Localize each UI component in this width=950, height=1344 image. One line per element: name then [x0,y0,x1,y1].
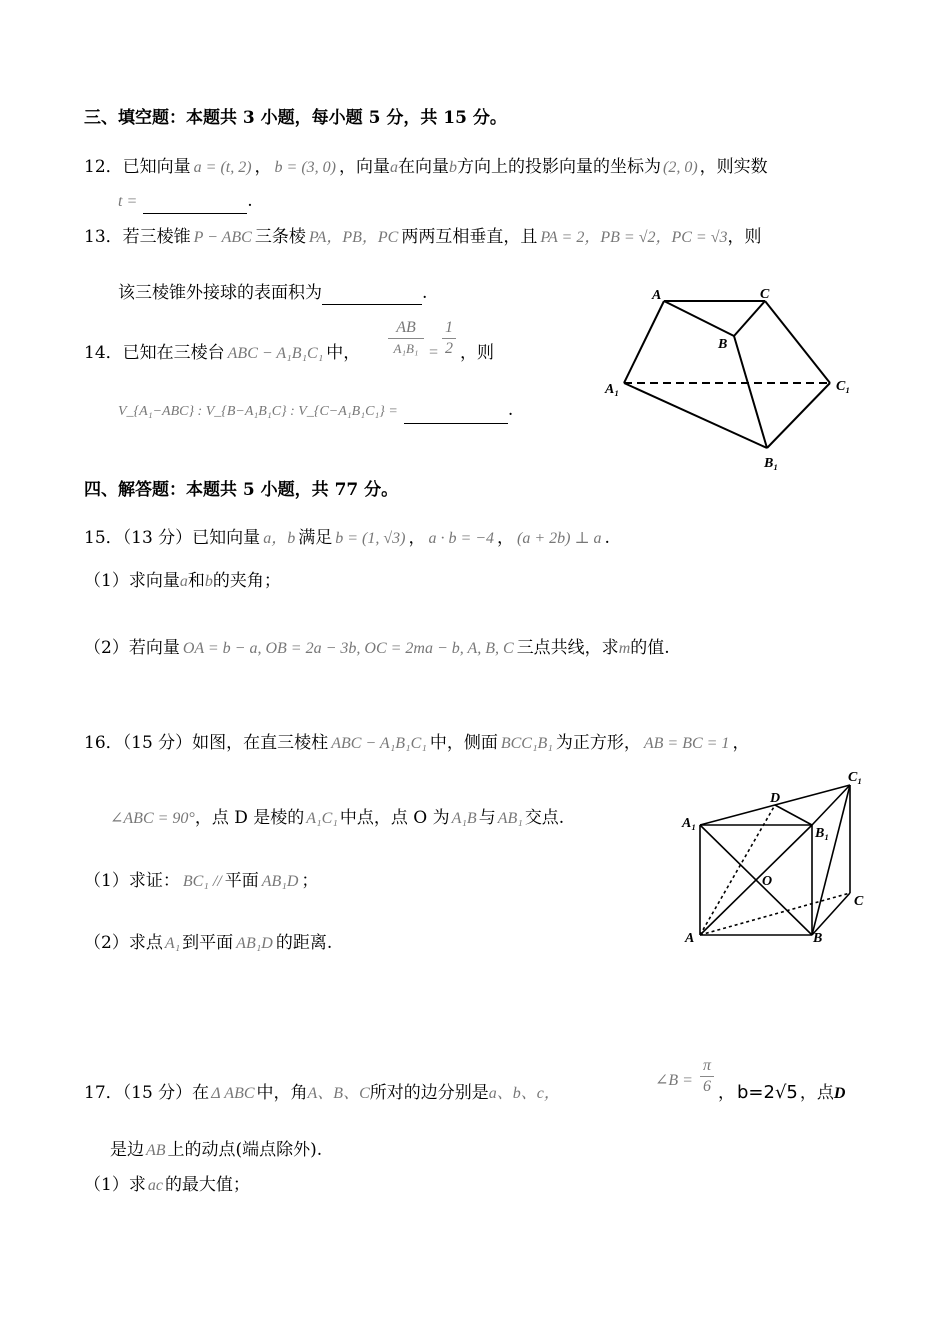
q13-line2: 该三棱锥外接球的表面积为 . [118,283,428,303]
label-C1: C₁ [848,770,863,785]
q13-line1: 13．若三棱锥 P − ABC 三条棱 PA，PB，PC 两两互相垂直，且 PA = 2，PB = √2，PC = √3，则 [84,227,762,247]
diag-bc1 [812,785,850,935]
q14-answer-blank [404,405,508,424]
edge-a1b1 [624,383,767,448]
edge-b1c1 [767,383,830,448]
seg-b1d [775,805,812,825]
q14-fraction-ab: AB A₁B₁ [388,318,424,359]
q17-b-value: b=2√5 [737,1082,798,1103]
edge-cc1 [765,301,830,383]
label-D: D [770,791,781,806]
q17-number: 17． [84,1083,123,1103]
label-B: B [813,931,823,946]
q17-line2: 是边 AB 上的动点(端点除外). [110,1140,323,1160]
edge-ab [664,301,734,336]
q14-number: 14． [84,343,123,363]
q16-part2: （2）求点 A₁ 到平面 AB₁D 的距离. [84,933,333,953]
q15-part2: （2）若向量 OA = b − a, OB = 2a − 3b, OC = 2ma − b, A, B, C 三点共线，求m的值. [84,638,670,658]
edge-bb1 [734,336,767,448]
label-O: O [762,874,773,889]
q12-coord: (2, 0) [663,159,698,176]
q15-line1: 15．（13 分）已知向量 a，b 满足 b = (1, √3) ， a · b = −4 ， (a + 2b) ⊥ a . [84,528,610,548]
label-C: C [854,894,864,909]
q16-number: 16． [84,733,123,753]
frustum-figure [600,280,870,475]
q14-line1: 14．已知在三棱台 ABC − A₁B₁C₁ 中， [84,343,361,363]
section-3-title: 三、填空题：本题共 3 小题，每小题 5 分，共 15 分。 [84,108,507,128]
q17-fraction-pi6: π 6 [700,1056,714,1097]
q16-line2: ∠ABC = 90°，点 D 是棱的 A₁C₁ 中点，点 O 为 A₁B 与 AB₁ 交点. [110,808,565,828]
q13-number: 13． [84,227,123,247]
q14-volume-ratio: V_{A₁−ABC} : V_{B−A₁B₁C} : V_{C−A₁B₁C₁} = [118,404,398,419]
label-A: A [652,288,662,303]
label-A1: A₁ [605,382,620,397]
q15-number: 15． [84,528,123,548]
label-B1: B₁ [764,456,779,471]
q12-number: 12． [84,157,123,177]
q12-answer-blank [143,195,247,214]
q12-vec-a: a = (t, 2) [193,159,252,176]
edge-aa1 [624,301,664,383]
q15-part1: （1）求向量a和b的夹角； [84,571,281,591]
q17-line1: 17．（15 分）在 Δ ABC 中，角A、B、C所对的边分别是a、b、c， [84,1083,560,1103]
q15-vectors: OA = b − a, OB = 2a − 3b, OC = 2ma − b, A, B, C [182,640,514,657]
q14-fraction-half: 1 2 [442,318,456,359]
prism-figure [670,765,880,955]
label-C: C [760,287,770,302]
label-B: B [718,337,728,352]
q12-vec-b: b = (3, 0) [274,159,336,176]
q13-answer-blank [322,286,422,305]
label-A1: A₁ [682,816,697,831]
label-A: A [685,931,695,946]
q17-part1: （1）求 ac 的最大值； [84,1175,250,1195]
section-4-title: 四、解答题：本题共 5 小题，共 77 分。 [84,480,399,500]
q16-line1: 16．（15 分）如图，在直三棱柱 ABC − A₁B₁C₁ 中，侧面 BCC₁B₁ 为正方形， AB = BC = 1 ， [84,733,750,753]
label-B1: B₁ [815,826,830,841]
edge-bc [734,301,765,336]
q12-line1: 12．已知向量 a = (t, 2) ， b = (3, 0) ，向量a在向量b方向上的投影向量的坐标为 (2, 0) ，则实数 [84,157,768,177]
q16-part1: （1）求证： BC₁ // 平面 AB₁D ； [84,871,319,891]
label-C1: C₁ [836,379,851,394]
q12-line2: t = . [118,189,253,214]
q14-line2: V_{A₁−ABC} : V_{B−A₁B₁C} : V_{C−A₁B₁C₁} = . [118,398,513,424]
